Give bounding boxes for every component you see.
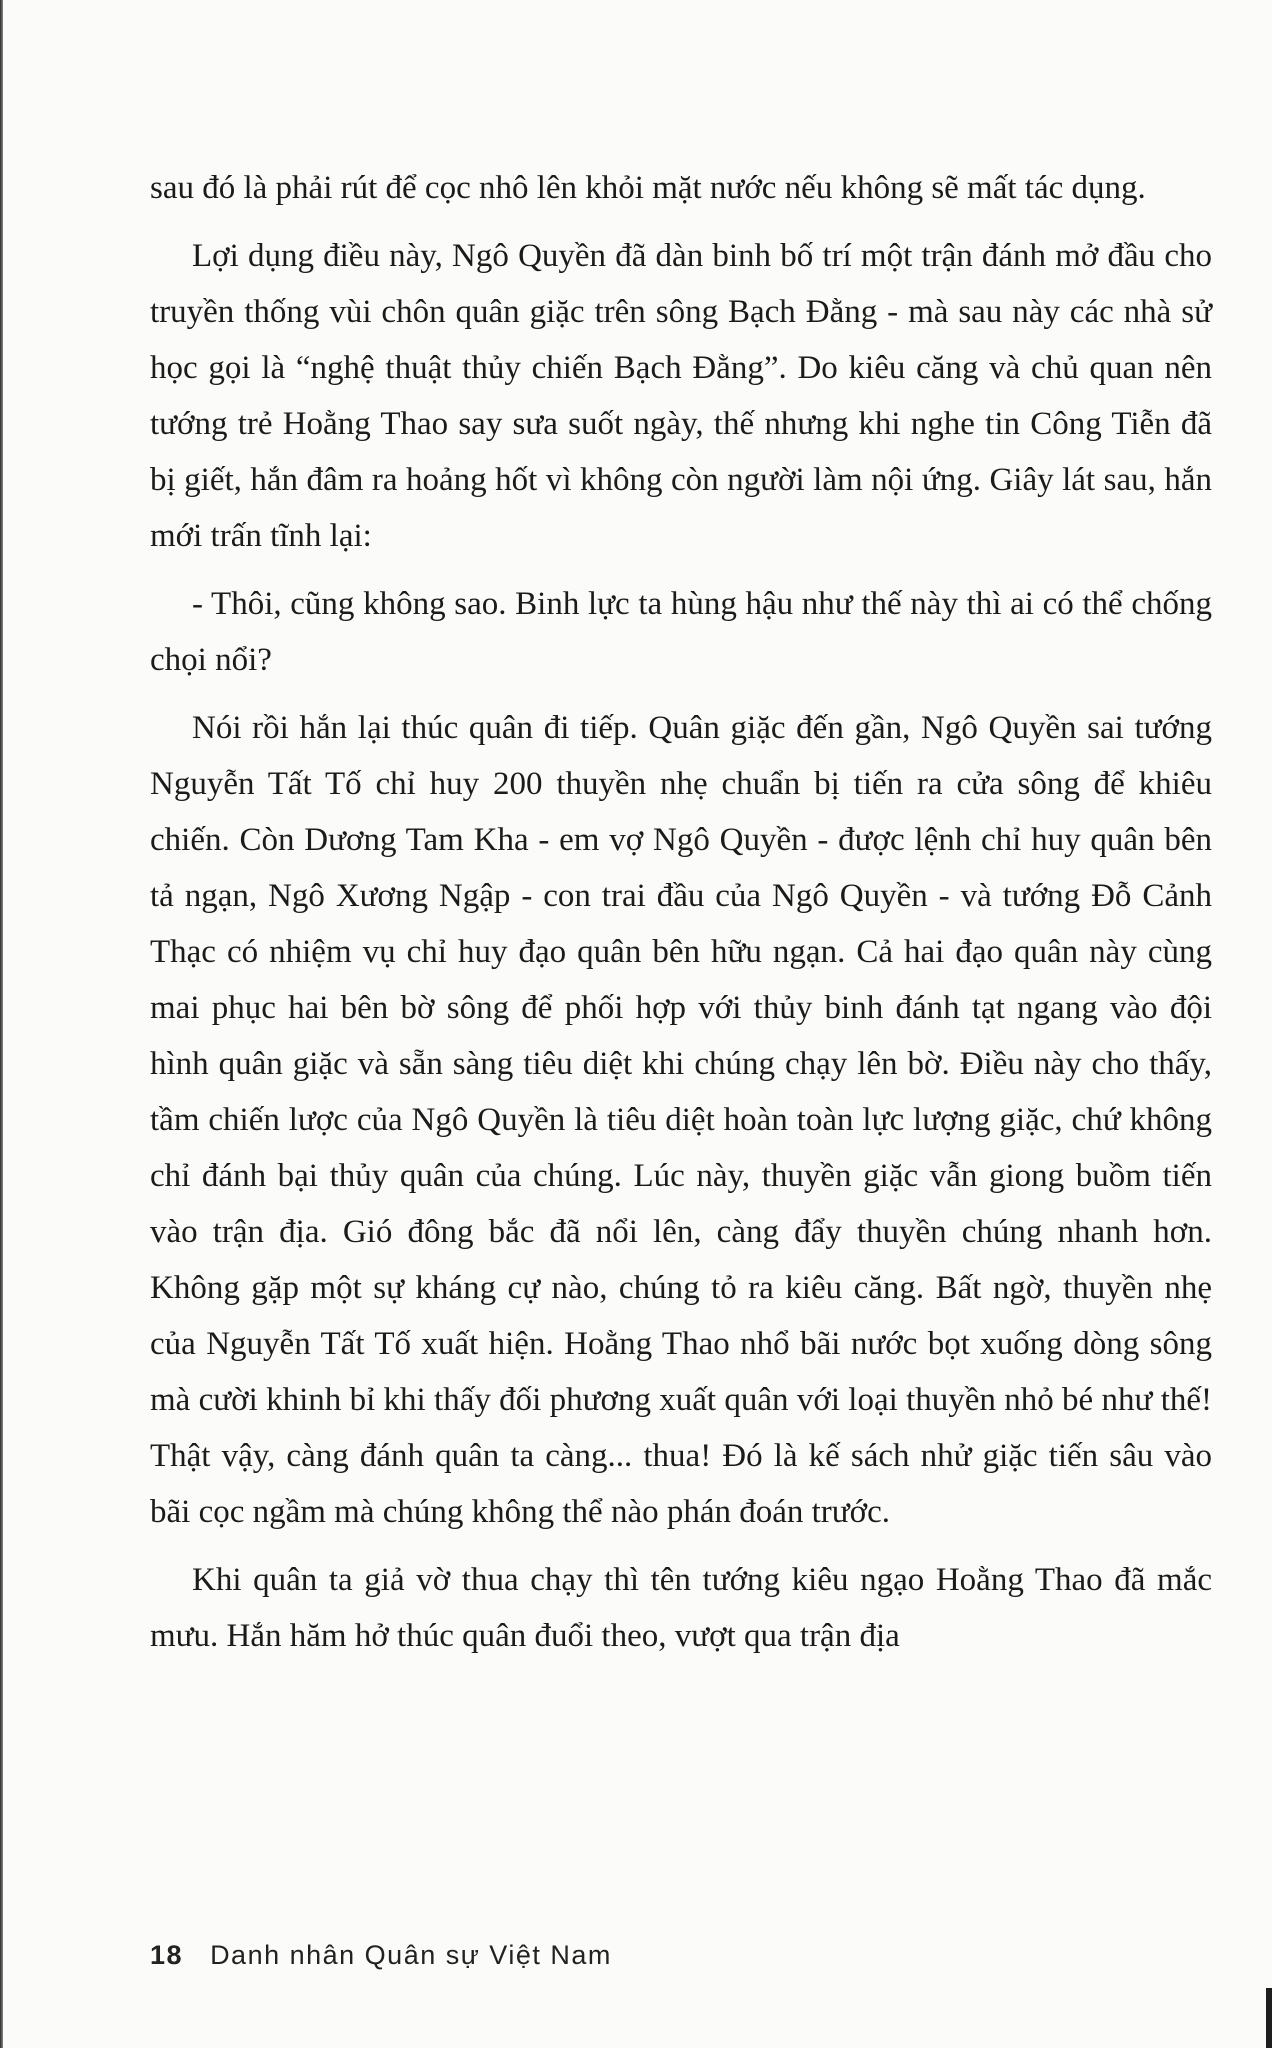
book-title: Danh nhân Quân sự Việt Nam [210,1940,612,1970]
page-number: 18 [150,1940,184,1970]
page-corner-shadow [1266,1988,1272,2048]
paragraph-5: Khi quân ta giả vờ thua chạy thì tên tướng kiêu ngạo Hoằng Thao đã mắc mưu. Hắn hăm hở thúc quân đuổi theo, vượt qua trận địa [150,1562,1212,1654]
page-footer [150,1940,612,1971]
paragraph-2: Lợi dụng điều này, Ngô Quyền đã dàn binh bố trí một trận đánh mở đầu cho truyền thống vùi chôn quân giặc trên sông Bạch Đằng - mà sau này các nhà sử học gọi là “nghệ thuật thủy chiến Bạch Đằng”. Do kiêu căng và chủ quan nên tướng trẻ Hoằng Thao say sưa suốt ngày, thế nhưng khi nghe tin Công Tiễn đã bị giết, hắn đâm ra hoảng hốt vì không còn người làm nội ứng. Giây lát sau, hắn mới trấn tĩnh lại: [150,238,1212,554]
paragraph-1: sau đó là phải rút để cọc nhô lên khỏi mặt nước nếu không sẽ mất tác dụng. [150,170,1146,206]
paragraph-3-dialogue: - Thôi, cũng không sao. Binh lực ta hùng hậu như thế này thì ai có thể chống chọi nổi? [150,586,1212,678]
page-binding-edge [0,0,3,2048]
body-text [150,160,1212,1676]
paragraph-4: Nói rồi hắn lại thúc quân đi tiếp. Quân giặc đến gần, Ngô Quyền sai tướng Nguyễn Tất Tố chỉ huy 200 thuyền nhẹ chuẩn bị tiến ra cửa sông để khiêu chiến. Còn Dương Tam Kha - em vợ Ngô Quyền - được lệnh chỉ huy quân bên tả ngạn, Ngô Xương Ngập - con trai đầu của Ngô Quyền - và tướng Đỗ Cảnh Thạc có nhiệm vụ chỉ huy đạo quân bên hữu ngạn. Cả hai đạo quân này cùng mai phục hai bên bờ sông để phối hợp với thủy binh đánh tạt ngang vào đội hình quân giặc và sẵn sàng tiêu diệt khi chúng chạy lên bờ. Điều này cho thấy, tầm chiến lược của Ngô Quyền là tiêu diệt hoàn toàn lực lượng giặc, chứ không chỉ đánh bại thủy quân của chúng. Lúc này, thuyền giặc vẫn giong buồm tiến vào trận địa. Gió đông bắc đã nổi lên, càng đẩy thuyền chúng nhanh hơn. Không gặp một sự kháng cự nào, chúng tỏ ra kiêu căng. Bất ngờ, thuyền nhẹ của Nguyễn Tất Tố xuất hiện. Hoằng Thao nhổ bãi nước bọt xuống dòng sông mà cười khinh bỉ khi thấy đối phương xuất quân với loại thuyền nhỏ bé như thế! Thật vậy, càng đánh quân ta càng... thua! Đó là kế sách nhử giặc tiến sâu vào bãi cọc ngầm mà chúng không thể nào phán đoán trước. [150,710,1212,1530]
